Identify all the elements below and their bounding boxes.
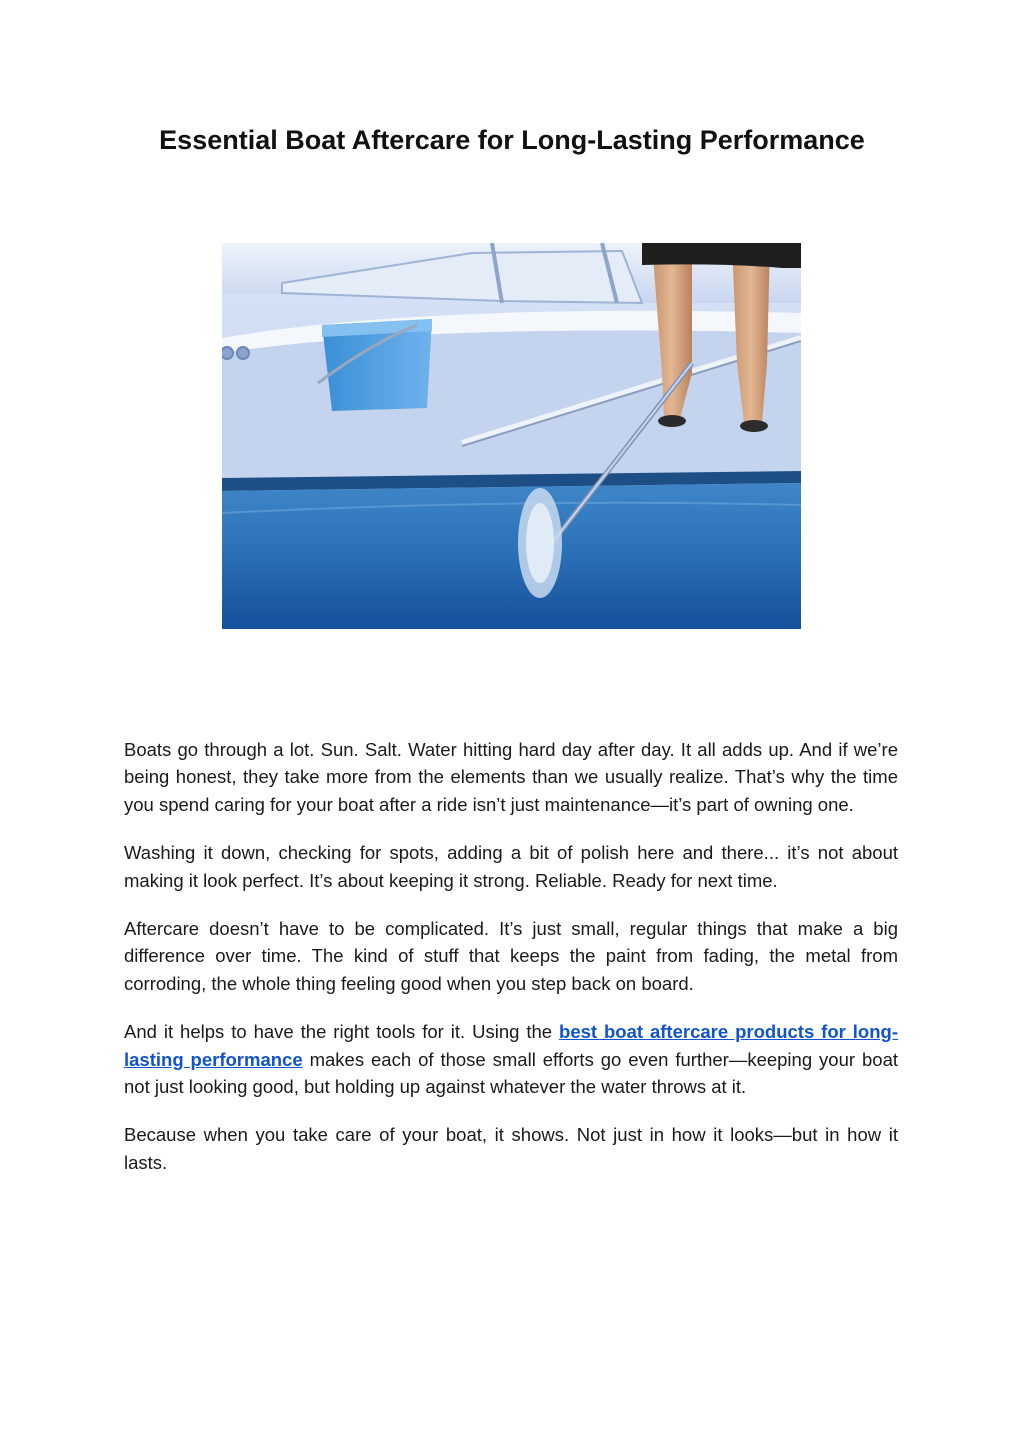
paragraph-4 <box>124 1018 898 1100</box>
paragraph-2: Washing it down, checking for spots, adding a bit of polish here and there... it’s not about making it look perfect. It’s about keeping it strong. Reliable. Ready for next time. <box>124 842 898 891</box>
paragraph-4-lead: And it helps to have the right tools for it. Using the <box>124 1021 560 1043</box>
document-title: Essential Boat Aftercare for Long-Lasting Performance <box>159 125 865 155</box>
paragraph-3: Aftercare doesn’t have to be complicated. It’s just small, regular things that make a big difference over time. The kind of stuff that keeps the paint from fading, the metal from corroding, the whole thing feeling good when you step back on board. <box>124 918 898 994</box>
article-body <box>124 736 898 1197</box>
paragraph-5: Because when you take care of your boat, it shows. Not just in how it looks—but in how it lasts. <box>124 1124 898 1173</box>
aftercare-products-link[interactable]: best boat aftercare products for long-lasting performance <box>124 1021 898 1070</box>
hero-image <box>222 243 801 629</box>
paragraph-1: Boats go through a lot. Sun. Salt. Water hitting hard day after day. It all adds up. And if we’re being honest, they take more from the elements than we usually realize. That’s why the time you spend caring for your boat after a ride isn’t just maintenance—it’s part of owning one. <box>124 739 898 815</box>
paragraph-4-tail: makes each of those small efforts go even further—keeping your boat not just looking good, but holding up against whatever the water throws at it. <box>124 1048 898 1098</box>
